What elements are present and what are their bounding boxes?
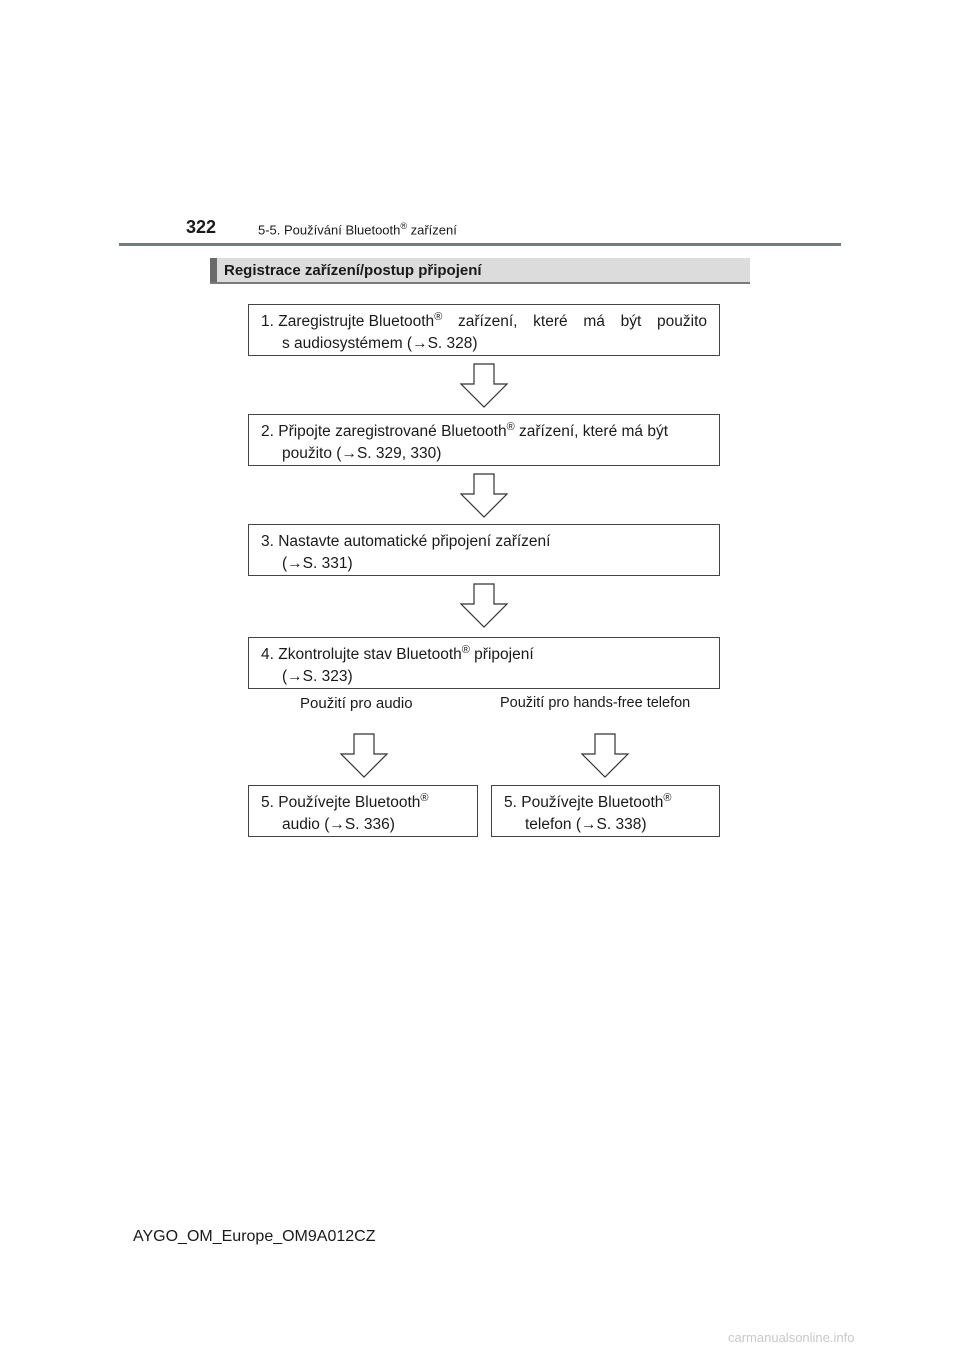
- step-2-text-a: 2. Připojte zaregistrované Bluetooth: [261, 423, 507, 440]
- step-1-text-a: 1. Zaregistrujte Bluetooth: [261, 313, 435, 330]
- step-1-word-group: [261, 311, 442, 333]
- document-code: AYGO_OM_Europe_OM9A012CZ: [133, 1228, 376, 1245]
- step-5-audio-registered-mark: ®: [420, 791, 429, 804]
- step-4-line-2: (→S. 323): [282, 668, 353, 685]
- step-2-line-1: [261, 421, 707, 443]
- section-title: Registrace zařízení/postup připojení: [224, 262, 482, 279]
- step-5-audio-box: [248, 785, 478, 837]
- step-5-audio-line-2: audio (→S. 336): [282, 816, 395, 833]
- branch-label-handsfree: Použití pro hands-free telefon: [500, 695, 691, 711]
- step-5-phone-box: [491, 785, 720, 837]
- step-3-box: [248, 524, 720, 576]
- step-2-box: [248, 414, 720, 466]
- down-arrow-icon: [459, 473, 509, 519]
- step-2-text-b: zařízení, které má být: [514, 423, 669, 440]
- step-4-box: [248, 637, 720, 689]
- step-1-line-1: [261, 311, 707, 333]
- section-title-accent: [210, 258, 217, 282]
- step-5-phone-registered-mark: ®: [663, 791, 672, 804]
- step-4-line-1: [261, 644, 707, 666]
- step-4-text-a: 4. Zkontrolujte stav Bluetooth: [261, 646, 462, 663]
- step-1-box: [248, 304, 720, 356]
- step-5-phone-line-1: [504, 792, 707, 814]
- step-2-line-2: použito (→S. 329, 330): [282, 445, 442, 462]
- down-arrow-icon: [459, 583, 509, 629]
- page-number: 322: [186, 217, 217, 237]
- watermark: carmanualsonline.info: [728, 1330, 855, 1345]
- step-1-text-b: zařízení, které má být použito: [442, 313, 707, 330]
- section-header: [258, 221, 457, 237]
- section-header-suffix: zařízení: [407, 222, 457, 238]
- branch-label-audio: Použití pro audio: [300, 695, 413, 712]
- step-1-line-2: s audiosystémem (→S. 328): [282, 335, 478, 352]
- step-5-phone-line-2: telefon (→S. 338): [525, 816, 647, 833]
- step-3-line-2: (→S. 331): [282, 555, 353, 572]
- step-5-phone-text: 5. Používejte Bluetooth: [504, 794, 664, 811]
- down-arrow-icon: [580, 733, 630, 779]
- section-title-bar: [210, 258, 750, 284]
- step-4-text-b: připojení: [469, 646, 534, 663]
- down-arrow-icon: [339, 733, 389, 779]
- step-4-registered-mark: ®: [461, 643, 470, 656]
- down-arrow-icon: [459, 363, 509, 409]
- step-5-audio-line-1: [261, 792, 465, 814]
- header-divider: [119, 243, 841, 246]
- step-1-registered-mark: ®: [434, 310, 443, 323]
- registered-mark: ®: [400, 221, 408, 231]
- step-3-line-1: 3. Nastavte automatické připojení zařízení: [261, 533, 551, 550]
- step-5-audio-text: 5. Používejte Bluetooth: [261, 794, 421, 811]
- step-2-registered-mark: ®: [506, 420, 515, 433]
- section-header-prefix: 5-5. Používání Bluetooth: [258, 222, 401, 238]
